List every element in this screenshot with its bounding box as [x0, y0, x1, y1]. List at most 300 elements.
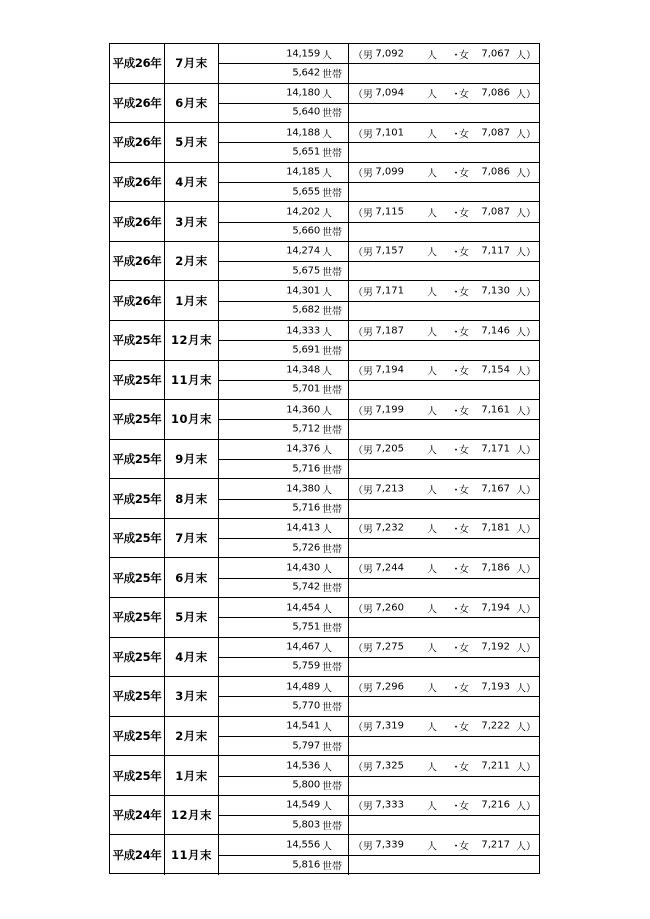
male-value: 7,157	[375, 245, 404, 257]
open-paren: （	[353, 564, 363, 576]
month-cell: 9月末	[165, 440, 219, 479]
male-label: 男	[363, 643, 373, 655]
month-cell: 4月末	[165, 163, 219, 202]
male-unit: 人	[427, 604, 437, 616]
female-unit: 人	[516, 366, 526, 378]
population-value: 14,556	[286, 839, 320, 851]
gender-breakdown	[349, 479, 539, 498]
male-value: 7,339	[375, 839, 404, 851]
households-value: 5,751	[292, 621, 320, 633]
female-label: 女	[459, 287, 469, 299]
male-unit: 人	[427, 208, 437, 220]
male-label: 男	[363, 287, 373, 299]
male-label: 男	[363, 841, 373, 853]
male-value: 7,232	[375, 522, 404, 534]
female-label: 女	[459, 406, 469, 418]
person-unit: 人	[322, 327, 332, 339]
table-row	[110, 835, 539, 875]
person-unit: 人	[322, 564, 332, 576]
close-paren: ）	[526, 168, 536, 180]
household-unit: 世帯	[322, 861, 342, 873]
households-value: 5,800	[292, 779, 320, 791]
table-row	[110, 558, 539, 598]
female-value: 7,211	[481, 760, 510, 772]
table-row	[110, 44, 539, 84]
month-cell: 4月末	[165, 638, 219, 677]
female-label: 女	[459, 801, 469, 813]
female-value: 7,161	[481, 404, 510, 416]
female-value: 7,181	[481, 522, 510, 534]
table-row	[110, 519, 539, 559]
table-row	[110, 717, 539, 757]
household-unit: 世帯	[322, 742, 342, 754]
separator: ・	[451, 445, 461, 457]
female-value: 7,222	[481, 720, 510, 732]
female-value: 7,217	[481, 839, 510, 851]
era-year-cell: 平成26年	[110, 123, 165, 162]
separator: ・	[451, 683, 461, 695]
open-paren: （	[353, 327, 363, 339]
population-cell	[219, 123, 349, 142]
female-unit: 人	[516, 841, 526, 853]
close-paren: ）	[526, 129, 536, 141]
open-paren: （	[353, 208, 363, 220]
households-value: 5,642	[292, 67, 320, 79]
month-cell: 7月末	[165, 519, 219, 558]
separator: ・	[451, 722, 461, 734]
population-value: 14,180	[286, 87, 320, 99]
households-cell	[219, 815, 349, 834]
female-unit: 人	[516, 129, 526, 141]
female-unit: 人	[516, 683, 526, 695]
female-unit: 人	[516, 327, 526, 339]
population-cell	[219, 598, 349, 617]
household-unit: 世帯	[322, 346, 342, 358]
male-label: 男	[363, 89, 373, 101]
population-cell	[219, 163, 349, 182]
male-value: 7,187	[375, 325, 404, 337]
separator: ・	[451, 247, 461, 259]
female-value: 7,192	[481, 641, 510, 653]
close-paren: ）	[526, 564, 536, 576]
male-unit: 人	[427, 366, 437, 378]
close-paren: ）	[526, 406, 536, 418]
female-unit: 人	[516, 50, 526, 62]
male-value: 7,101	[375, 127, 404, 139]
male-label: 男	[363, 762, 373, 774]
person-unit: 人	[322, 643, 332, 655]
female-unit: 人	[516, 287, 526, 299]
gender-breakdown	[349, 756, 539, 775]
male-value: 7,171	[375, 285, 404, 297]
open-paren: （	[353, 643, 363, 655]
household-unit: 世帯	[322, 148, 342, 160]
close-paren: ）	[526, 604, 536, 616]
male-value: 7,244	[375, 562, 404, 574]
male-label: 男	[363, 445, 373, 457]
households-value: 5,712	[292, 423, 320, 435]
female-label: 女	[459, 168, 469, 180]
era-year-cell: 平成25年	[110, 717, 165, 756]
close-paren: ）	[526, 722, 536, 734]
separator: ・	[451, 50, 461, 62]
table-row	[110, 321, 539, 361]
household-unit: 世帯	[322, 306, 342, 318]
female-label: 女	[459, 524, 469, 536]
close-paren: ）	[526, 841, 536, 853]
male-label: 男	[363, 801, 373, 813]
female-value: 7,087	[481, 127, 510, 139]
household-unit: 世帯	[322, 267, 342, 279]
male-value: 7,275	[375, 641, 404, 653]
population-value: 14,489	[286, 681, 320, 693]
female-unit: 人	[516, 564, 526, 576]
close-paren: ）	[526, 50, 536, 62]
table-row	[110, 361, 539, 401]
era-year-cell: 平成26年	[110, 242, 165, 281]
person-unit: 人	[322, 247, 332, 259]
female-label: 女	[459, 604, 469, 616]
person-unit: 人	[322, 366, 332, 378]
person-unit: 人	[322, 129, 332, 141]
open-paren: （	[353, 89, 363, 101]
population-value: 14,454	[286, 602, 320, 614]
male-unit: 人	[427, 406, 437, 418]
close-paren: ）	[526, 327, 536, 339]
male-unit: 人	[427, 722, 437, 734]
male-unit: 人	[427, 524, 437, 536]
female-value: 7,171	[481, 443, 510, 455]
person-unit: 人	[322, 485, 332, 497]
male-unit: 人	[427, 129, 437, 141]
population-value: 14,202	[286, 206, 320, 218]
close-paren: ）	[526, 683, 536, 695]
male-label: 男	[363, 168, 373, 180]
female-value: 7,087	[481, 206, 510, 218]
table-row	[110, 163, 539, 203]
person-unit: 人	[322, 168, 332, 180]
households-value: 5,803	[292, 819, 320, 831]
male-unit: 人	[427, 89, 437, 101]
female-label: 女	[459, 208, 469, 220]
open-paren: （	[353, 762, 363, 774]
households-value: 5,726	[292, 542, 320, 554]
population-cell	[219, 400, 349, 419]
month-cell: 1月末	[165, 756, 219, 795]
population-cell	[219, 717, 349, 736]
person-unit: 人	[322, 50, 332, 62]
population-cell	[219, 281, 349, 300]
population-value: 14,333	[286, 325, 320, 337]
population-value: 14,430	[286, 562, 320, 574]
month-cell: 2月末	[165, 717, 219, 756]
male-unit: 人	[427, 564, 437, 576]
table-row	[110, 202, 539, 242]
male-value: 7,213	[375, 483, 404, 495]
separator: ・	[451, 89, 461, 101]
person-unit: 人	[322, 406, 332, 418]
table-row	[110, 796, 539, 836]
gender-breakdown	[349, 202, 539, 221]
female-value: 7,067	[481, 48, 510, 60]
person-unit: 人	[322, 287, 332, 299]
household-unit: 世帯	[322, 188, 342, 200]
close-paren: ）	[526, 208, 536, 220]
population-value: 14,549	[286, 799, 320, 811]
female-label: 女	[459, 327, 469, 339]
open-paren: （	[353, 841, 363, 853]
month-cell: 3月末	[165, 677, 219, 716]
era-year-cell: 平成25年	[110, 361, 165, 400]
separator: ・	[451, 406, 461, 418]
male-label: 男	[363, 564, 373, 576]
female-unit: 人	[516, 801, 526, 813]
female-unit: 人	[516, 485, 526, 497]
female-label: 女	[459, 485, 469, 497]
household-unit: 世帯	[322, 504, 342, 516]
population-cell	[219, 796, 349, 815]
households-value: 5,742	[292, 581, 320, 593]
female-unit: 人	[516, 445, 526, 457]
female-label: 女	[459, 247, 469, 259]
male-value: 7,260	[375, 602, 404, 614]
separator: ・	[451, 604, 461, 616]
households-cell	[219, 63, 349, 82]
male-value: 7,115	[375, 206, 404, 218]
household-unit: 世帯	[322, 69, 342, 81]
population-value: 14,159	[286, 48, 320, 60]
male-value: 7,099	[375, 166, 404, 178]
separator: ・	[451, 643, 461, 655]
open-paren: （	[353, 445, 363, 457]
households-cell	[219, 103, 349, 122]
era-year-cell: 平成26年	[110, 44, 165, 83]
female-label: 女	[459, 762, 469, 774]
population-cell	[219, 756, 349, 775]
household-unit: 世帯	[322, 583, 342, 595]
person-unit: 人	[322, 722, 332, 734]
female-value: 7,193	[481, 681, 510, 693]
household-unit: 世帯	[322, 108, 342, 120]
open-paren: （	[353, 485, 363, 497]
close-paren: ）	[526, 89, 536, 101]
table-row	[110, 400, 539, 440]
table-row	[110, 84, 539, 124]
population-cell	[219, 202, 349, 221]
male-label: 男	[363, 50, 373, 62]
male-label: 男	[363, 722, 373, 734]
table-row	[110, 281, 539, 321]
era-year-cell: 平成25年	[110, 598, 165, 637]
month-cell: 3月末	[165, 202, 219, 241]
households-value: 5,816	[292, 859, 320, 871]
open-paren: （	[353, 366, 363, 378]
gender-breakdown	[349, 598, 539, 617]
male-label: 男	[363, 327, 373, 339]
person-unit: 人	[322, 762, 332, 774]
gender-breakdown	[349, 44, 539, 63]
person-unit: 人	[322, 208, 332, 220]
households-value: 5,660	[292, 225, 320, 237]
households-cell	[219, 182, 349, 201]
male-value: 7,092	[375, 48, 404, 60]
household-unit: 世帯	[322, 702, 342, 714]
open-paren: （	[353, 50, 363, 62]
female-value: 7,117	[481, 245, 510, 257]
households-value: 5,770	[292, 700, 320, 712]
female-unit: 人	[516, 604, 526, 616]
separator: ・	[451, 208, 461, 220]
households-value: 5,691	[292, 344, 320, 356]
table-row	[110, 756, 539, 796]
month-cell: 12月末	[165, 321, 219, 360]
population-value: 14,185	[286, 166, 320, 178]
household-unit: 世帯	[322, 425, 342, 437]
households-cell	[219, 855, 349, 875]
gender-breakdown	[349, 242, 539, 261]
close-paren: ）	[526, 287, 536, 299]
era-year-cell: 平成25年	[110, 321, 165, 360]
close-paren: ）	[526, 366, 536, 378]
population-value: 14,467	[286, 641, 320, 653]
separator: ・	[451, 564, 461, 576]
household-unit: 世帯	[322, 465, 342, 477]
female-unit: 人	[516, 168, 526, 180]
era-year-cell: 平成25年	[110, 558, 165, 597]
households-cell	[219, 657, 349, 676]
population-cell	[219, 44, 349, 63]
male-value: 7,325	[375, 760, 404, 772]
month-cell: 2月末	[165, 242, 219, 281]
households-value: 5,701	[292, 383, 320, 395]
separator: ・	[451, 801, 461, 813]
month-cell: 12月末	[165, 796, 219, 835]
era-year-cell: 平成25年	[110, 400, 165, 439]
era-year-cell: 平成25年	[110, 677, 165, 716]
open-paren: （	[353, 247, 363, 259]
separator: ・	[451, 129, 461, 141]
separator: ・	[451, 762, 461, 774]
female-value: 7,130	[481, 285, 510, 297]
male-label: 男	[363, 366, 373, 378]
gender-breakdown	[349, 281, 539, 300]
open-paren: （	[353, 722, 363, 734]
households-cell	[219, 499, 349, 518]
population-value: 14,274	[286, 245, 320, 257]
female-unit: 人	[516, 247, 526, 259]
male-label: 男	[363, 247, 373, 259]
households-value: 5,716	[292, 502, 320, 514]
month-cell: 11月末	[165, 835, 219, 875]
open-paren: （	[353, 604, 363, 616]
female-label: 女	[459, 683, 469, 695]
gender-breakdown	[349, 400, 539, 419]
close-paren: ）	[526, 247, 536, 259]
month-cell: 6月末	[165, 558, 219, 597]
gender-breakdown	[349, 638, 539, 657]
male-value: 7,205	[375, 443, 404, 455]
population-value: 14,413	[286, 522, 320, 534]
month-cell: 10月末	[165, 400, 219, 439]
era-year-cell: 平成26年	[110, 281, 165, 320]
male-label: 男	[363, 485, 373, 497]
household-unit: 世帯	[322, 662, 342, 674]
era-year-cell: 平成24年	[110, 835, 165, 875]
households-cell	[219, 736, 349, 755]
households-cell	[219, 538, 349, 557]
households-cell	[219, 261, 349, 280]
male-value: 7,296	[375, 681, 404, 693]
table-row	[110, 242, 539, 282]
gender-breakdown	[349, 321, 539, 340]
person-unit: 人	[322, 89, 332, 101]
separator: ・	[451, 366, 461, 378]
households-value: 5,655	[292, 186, 320, 198]
gender-breakdown	[349, 677, 539, 696]
month-cell: 6月末	[165, 84, 219, 123]
close-paren: ）	[526, 485, 536, 497]
separator: ・	[451, 485, 461, 497]
era-year-cell: 平成26年	[110, 202, 165, 241]
male-value: 7,319	[375, 720, 404, 732]
female-value: 7,146	[481, 325, 510, 337]
male-unit: 人	[427, 287, 437, 299]
female-unit: 人	[516, 643, 526, 655]
population-value: 14,541	[286, 720, 320, 732]
households-cell	[219, 578, 349, 597]
female-label: 女	[459, 129, 469, 141]
gender-breakdown	[349, 835, 539, 855]
open-paren: （	[353, 801, 363, 813]
male-unit: 人	[427, 485, 437, 497]
era-year-cell: 平成26年	[110, 163, 165, 202]
table-row	[110, 638, 539, 678]
era-year-cell: 平成25年	[110, 479, 165, 518]
female-value: 7,086	[481, 166, 510, 178]
female-value: 7,167	[481, 483, 510, 495]
female-unit: 人	[516, 524, 526, 536]
male-unit: 人	[427, 801, 437, 813]
population-cell	[219, 558, 349, 577]
month-cell: 1月末	[165, 281, 219, 320]
male-unit: 人	[427, 247, 437, 259]
households-cell	[219, 696, 349, 715]
male-unit: 人	[427, 643, 437, 655]
population-cell	[219, 361, 349, 380]
male-unit: 人	[427, 327, 437, 339]
female-label: 女	[459, 445, 469, 457]
gender-breakdown	[349, 519, 539, 538]
close-paren: ）	[526, 524, 536, 536]
population-cell	[219, 479, 349, 498]
female-label: 女	[459, 722, 469, 734]
female-value: 7,154	[481, 364, 510, 376]
male-value: 7,333	[375, 799, 404, 811]
female-label: 女	[459, 89, 469, 101]
households-cell	[219, 617, 349, 636]
female-unit: 人	[516, 722, 526, 734]
gender-breakdown	[349, 361, 539, 380]
open-paren: （	[353, 168, 363, 180]
female-label: 女	[459, 366, 469, 378]
person-unit: 人	[322, 524, 332, 536]
male-unit: 人	[427, 50, 437, 62]
person-unit: 人	[322, 445, 332, 457]
female-unit: 人	[516, 762, 526, 774]
female-unit: 人	[516, 406, 526, 418]
separator: ・	[451, 841, 461, 853]
male-unit: 人	[427, 445, 437, 457]
